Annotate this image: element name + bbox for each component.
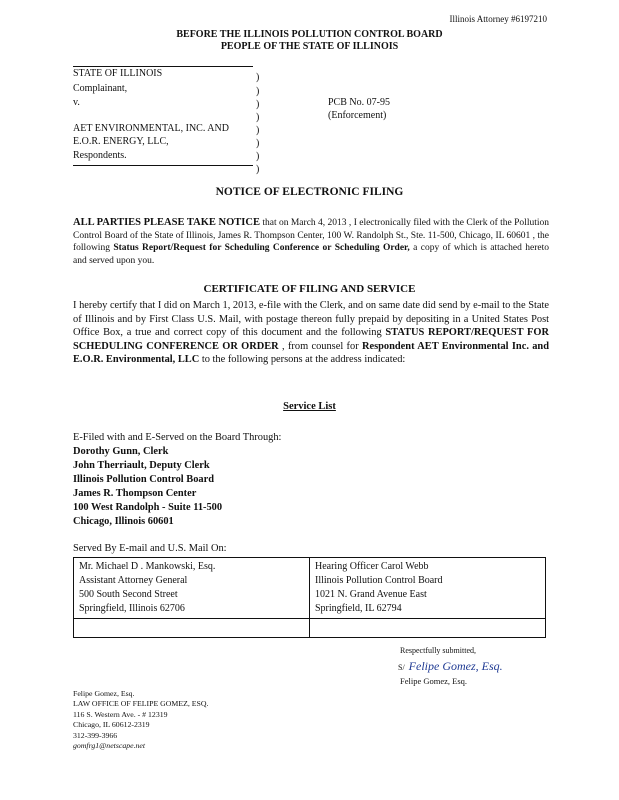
board-line-2: PEOPLE OF THE STATE OF ILLINOIS	[220, 41, 399, 52]
certificate-respondents: Respondent AET Environmental Inc. and E.O.R. Environmental, LLC	[73, 340, 549, 366]
recipient-line: 500 South Second Street	[79, 589, 178, 600]
respondent-role: Respondents.	[73, 150, 127, 161]
efiled-block	[73, 431, 281, 529]
letterhead-firm: LAW OFFICE OF FELIPE GOMEZ, ESQ.	[73, 699, 209, 709]
efiled-intro: E-Filed with and E-Served on the Board Through:	[73, 432, 282, 443]
signature-mark: S/	[398, 663, 405, 672]
certificate-title: CERTIFICATE OF FILING AND SERVICE	[203, 283, 416, 295]
notice-text-2: a copy of which is attached hereto and served upon you.	[73, 243, 549, 266]
caption-paren: )	[256, 164, 260, 175]
recipient-line: Springfield, IL 62794	[315, 603, 402, 614]
board-contact-line: Dorothy Gunn, Clerk	[73, 446, 169, 457]
notice-paragraph	[73, 217, 549, 267]
versus-label: v.	[73, 97, 80, 108]
certificate-text-2: , from counsel for	[278, 340, 362, 352]
letterhead	[73, 689, 208, 751]
letterhead-phone: 312-399-3966	[73, 730, 118, 740]
notice-title: NOTICE OF ELECTRONIC FILING	[215, 186, 404, 198]
board-heading	[0, 29, 619, 53]
case-type: (Enforcement)	[328, 110, 387, 121]
served-by-label: Served By E-mail and U.S. Mail On:	[73, 543, 227, 554]
letterhead-city: Chicago, IL 60612-2319	[73, 720, 150, 730]
letterhead-name: Felipe Gomez, Esq.	[73, 689, 135, 698]
empty-cell	[310, 619, 546, 638]
recipient-cell	[74, 558, 310, 619]
caption-paren: )	[256, 112, 260, 123]
respondent-line-2: E.O.R. ENERGY, LLC,	[73, 136, 169, 147]
caption-paren: )	[256, 151, 260, 162]
certificate-paragraph	[73, 299, 549, 367]
recipient-line: Springfield, Illinois 62706	[79, 603, 185, 614]
caption-top-rule	[73, 66, 253, 67]
service-list-title: Service List	[283, 401, 336, 412]
closing: Respectfully submitted,	[400, 646, 476, 655]
letterhead-email[interactable]: gomfrg1@netscape.net	[73, 741, 146, 751]
recipient-line: Assistant Attorney General	[79, 575, 188, 586]
caption-paren: )	[256, 125, 260, 136]
notice-document-name: Status Report/Request for Scheduling Conference or Scheduling Order,	[113, 243, 410, 254]
attorney-number: Illinois Attorney #6197210	[449, 14, 547, 24]
board-contact-line: James R. Thompson Center	[73, 488, 197, 499]
recipient-line: Illinois Pollution Control Board	[315, 575, 443, 586]
recipient-line: 1021 N. Grand Avenue East	[315, 589, 427, 600]
board-contact-line: Chicago, Illinois 60601	[73, 516, 174, 527]
caption-paren: )	[256, 138, 260, 149]
certificate-text-3: to the following persons at the address indicated:	[199, 354, 406, 366]
caption-bottom-rule	[73, 165, 253, 166]
certificate-text-1: I hereby certify that I did on March 1, 2013, e-file with the Clerk, and on same date did send by e-mail to the State of Illinois and by First Class U.S. Mail, with postage thereon fully prepaid by depositing in a United States Post Office Box, a true and correct copy of this document and the following	[73, 300, 549, 339]
respondent-line-1: AET ENVIRONMENTAL, INC. AND	[73, 123, 229, 134]
certificate-document-name: STATUS REPORT/REQUEST FOR SCHEDULING CONFERENCE OR ORDER	[73, 327, 549, 352]
recipient-line: Hearing Officer Carol Webb	[315, 561, 429, 572]
empty-cell	[74, 619, 310, 638]
caption-paren: )	[256, 72, 260, 83]
board-contact-line: 100 West Randolph - Suite 11-500	[73, 502, 223, 513]
printed-name: Felipe Gomez, Esq.	[400, 676, 468, 686]
table-row	[74, 558, 546, 619]
recipient-line: Mr. Michael D . Mankowski, Esq.	[79, 561, 216, 572]
notice-lead: ALL PARTIES PLEASE TAKE NOTICE	[73, 217, 260, 228]
case-number: PCB No. 07-95	[328, 97, 390, 108]
caption-paren: )	[256, 99, 260, 110]
notice-text-1: that on March 4, 2013 , I electronically filed with the Clerk of the Pollution Control Board of the State of Illinois, James R. Thompson Center, 100 W. Randolph St., Ste. 11-500, Chicago, IL 60601 , the following	[73, 218, 549, 254]
service-table	[73, 557, 546, 638]
caption-paren: )	[256, 86, 260, 97]
complainant-party: STATE OF ILLINOIS	[73, 68, 163, 79]
signature	[398, 659, 503, 674]
board-line-1: BEFORE THE ILLINOIS POLLUTION CONTROL BOARD	[176, 29, 443, 40]
board-contact-line: John Therriault, Deputy Clerk	[73, 460, 210, 471]
board-contact-line: Illinois Pollution Control Board	[73, 474, 214, 485]
recipient-cell	[310, 558, 546, 619]
table-row	[74, 619, 546, 638]
letterhead-street: 116 S. Western Ave. - # 12319	[73, 709, 168, 719]
signed-name: Felipe Gomez, Esq.	[408, 659, 503, 673]
complainant-role: Complainant,	[73, 83, 128, 94]
